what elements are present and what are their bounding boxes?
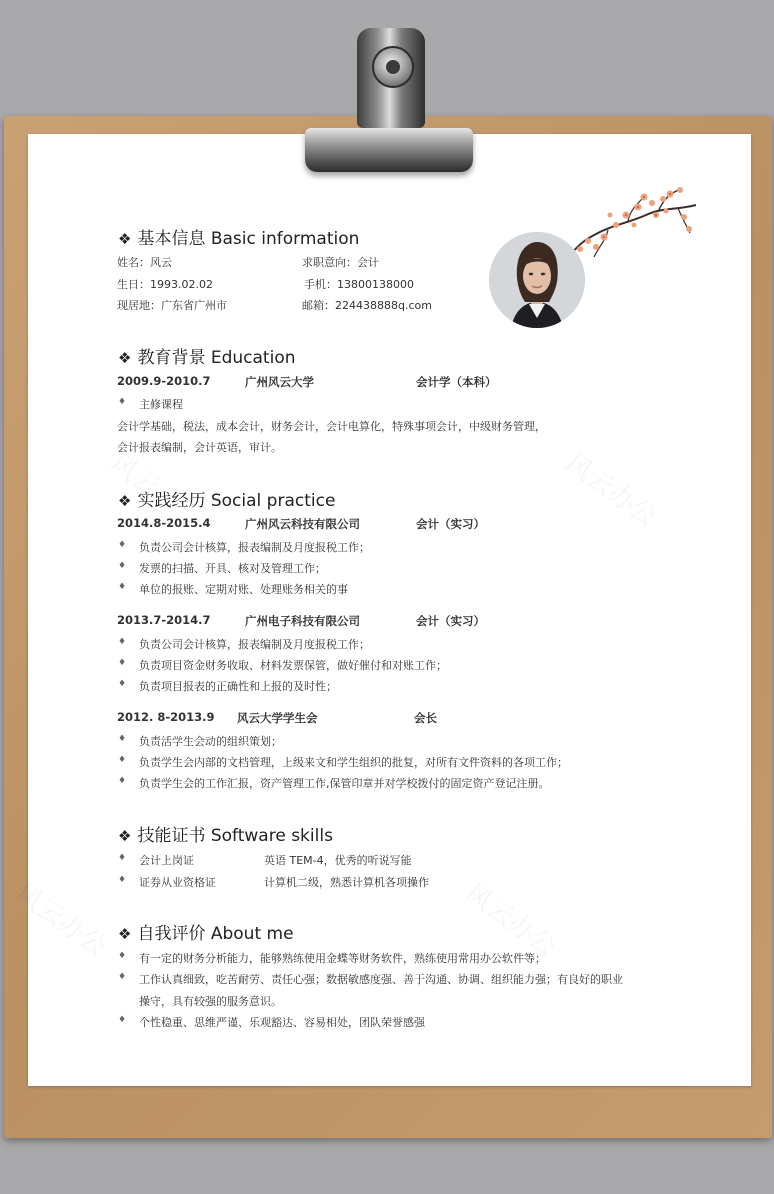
practice-point: 发票的扫描、开具、核对及管理工作； bbox=[139, 562, 326, 575]
residence-field: 现居地：广东省广州市 bbox=[117, 299, 227, 312]
about-point: 工作认真细致，吃苦耐劳、责任心强；数据敏感度强、善于沟通、协调、组织能力强；有良好的职业 bbox=[139, 973, 623, 986]
courses-line: 会计学基础，税法，成本会计，财务会计，会计电算化，特殊事项会计，中级财务管理， bbox=[117, 420, 546, 433]
section-title-practice bbox=[118, 486, 335, 511]
section-title-text: 实践经历 Social practice bbox=[137, 491, 336, 511]
education-school: 广州风云大学 bbox=[245, 375, 314, 389]
section-mark-icon: ❖ bbox=[118, 230, 132, 248]
clip-base-icon bbox=[305, 128, 473, 172]
about-point-cont: 操守，具有较强的服务意识。 bbox=[139, 995, 282, 1008]
about-point: 个性稳重、思维严谨、乐观豁达、容易相处，团队荣誉感强 bbox=[139, 1016, 425, 1029]
section-title-skills bbox=[118, 821, 333, 846]
avatar bbox=[489, 232, 585, 328]
section-title-education bbox=[118, 343, 296, 368]
bullet-icon: ♦ bbox=[118, 540, 127, 550]
practice-date: 2014.8-2015.4 bbox=[117, 516, 211, 530]
practice-point: 负责学生会内部的文档管理，上级来文和学生组织的批复，对所有文件资料的各项工作； bbox=[139, 756, 568, 769]
bullet-icon: ♦ bbox=[118, 658, 127, 668]
bullet-icon: ♦ bbox=[118, 776, 127, 786]
section-title-text: 基本信息 Basic information bbox=[137, 229, 360, 249]
practice-date: 2013.7-2014.7 bbox=[117, 613, 211, 627]
section-mark-icon: ❖ bbox=[118, 492, 132, 510]
about-point: 有一定的财务分析能力，能够熟练使用金蝶等财务软件，熟练使用常用办公软件等； bbox=[139, 952, 546, 965]
clip-ring-icon bbox=[372, 46, 414, 88]
practice-point: 单位的报账、定期对账、处理账务相关的事 bbox=[139, 583, 348, 596]
practice-point: 负责学生会的工作汇报，资产管理工作,保管印章并对学校拨付的固定资产登记注册。 bbox=[139, 777, 550, 790]
practice-date: 2012. 8-2013.9 bbox=[117, 710, 215, 724]
course-label: 主修课程 bbox=[139, 398, 183, 411]
practice-role: 会计（实习） bbox=[416, 517, 485, 531]
practice-point: 负责项目资金财务收取、材料发票保管，做好催付和对账工作； bbox=[139, 659, 447, 672]
email-field: 邮箱：224438888q.com bbox=[302, 299, 432, 312]
name-field: 姓名：风云 bbox=[117, 256, 172, 269]
practice-point: 负责项目报表的正确性和上报的及时性； bbox=[139, 680, 337, 693]
practice-org: 广州风云科技有限公司 bbox=[245, 517, 360, 531]
practice-point: 负责活学生会动的组织策划； bbox=[139, 735, 282, 748]
skill-cert: 会计上岗证 bbox=[139, 854, 194, 867]
section-title-text: 技能证书 Software skills bbox=[137, 826, 333, 846]
practice-role: 会长 bbox=[414, 711, 437, 725]
bullet-icon: ♦ bbox=[118, 853, 127, 863]
practice-point: 负责公司会计核算，报表编制及月度报税工作； bbox=[139, 638, 370, 651]
bullet-icon: ♦ bbox=[118, 755, 127, 765]
section-title-text: 自我评价 About me bbox=[137, 924, 294, 944]
phone-field: 手机：13800138000 bbox=[304, 278, 414, 291]
portrait-photo bbox=[489, 232, 585, 328]
practice-org: 风云大学学生会 bbox=[237, 711, 318, 725]
section-mark-icon: ❖ bbox=[118, 349, 132, 367]
practice-org: 广州电子科技有限公司 bbox=[245, 614, 360, 628]
section-title-basic bbox=[118, 224, 359, 249]
bullet-icon: ♦ bbox=[118, 582, 127, 592]
skill-cert: 证券从业资格证 bbox=[139, 876, 216, 889]
bullet-icon: ♦ bbox=[118, 561, 127, 571]
bullet-icon: ♦ bbox=[118, 972, 127, 982]
birth-field: 生日：1993.02.02 bbox=[117, 278, 213, 291]
courses-line: 会计报表编制，会计英语，审计。 bbox=[117, 441, 282, 454]
education-major: 会计学（本科） bbox=[416, 375, 497, 389]
bullet-icon: ♦ bbox=[118, 397, 127, 407]
bullet-icon: ♦ bbox=[118, 679, 127, 689]
bullet-icon: ♦ bbox=[118, 875, 127, 885]
practice-point: 负责公司会计核算，报表编制及月度报税工作； bbox=[139, 541, 370, 554]
section-mark-icon: ❖ bbox=[118, 925, 132, 943]
section-title-about bbox=[118, 919, 294, 944]
job-intent-field: 求职意向：会计 bbox=[302, 256, 379, 269]
bullet-icon: ♦ bbox=[118, 637, 127, 647]
skill-detail: 计算机二级，熟悉计算机各项操作 bbox=[264, 876, 429, 889]
bullet-icon: ♦ bbox=[118, 951, 127, 961]
bullet-icon: ♦ bbox=[118, 1015, 127, 1025]
section-mark-icon: ❖ bbox=[118, 827, 132, 845]
bullet-icon: ♦ bbox=[118, 734, 127, 744]
skill-detail: 英语 TEM-4，优秀的听说写能 bbox=[264, 854, 412, 867]
practice-role: 会计（实习） bbox=[416, 614, 485, 628]
education-date: 2009.9-2010.7 bbox=[117, 374, 211, 388]
plum-blossom-icon bbox=[568, 185, 698, 270]
section-title-text: 教育背景 Education bbox=[137, 348, 296, 368]
